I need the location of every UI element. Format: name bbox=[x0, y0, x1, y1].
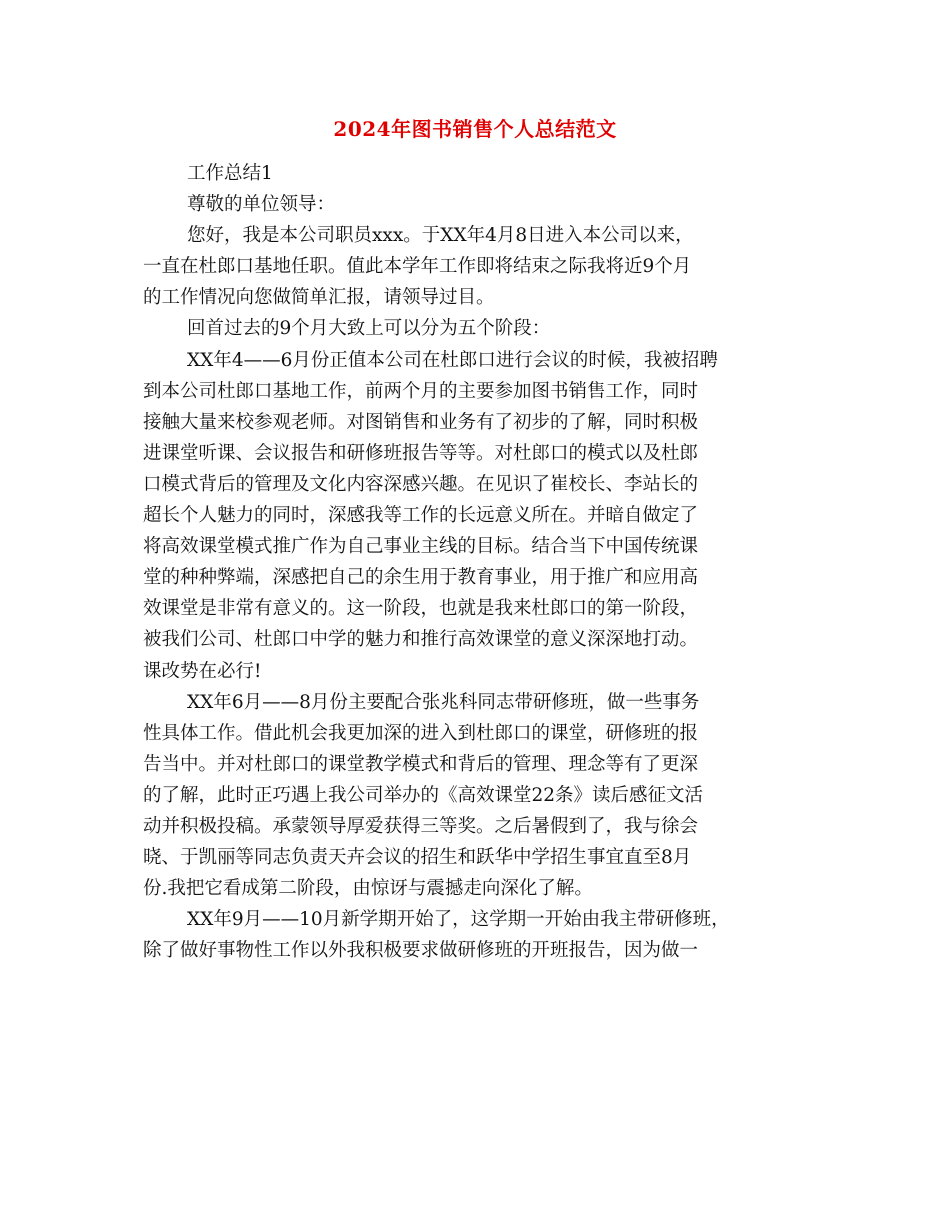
text-line: 进课堂听课、会议报告和研修班报告等等。对杜郎口的模式以及杜郎 bbox=[143, 442, 699, 464]
text-line: 告当中。并对杜郎口的课堂教学模式和背后的管理、理念等有了更深 bbox=[143, 753, 699, 775]
text-line: 口模式背后的管理及文化内容深感兴趣。在见识了崔校长、李站长的 bbox=[143, 473, 699, 495]
text-line: 的工作情况向您做简单汇报，请领导过目。 bbox=[143, 287, 495, 309]
text-line: XX年9月——10月新学期开始了，这学期一开始由我主带研修班， bbox=[187, 909, 730, 931]
text-line: 一直在杜郎口基地任职。值此本学年工作即将结束之际我将近9个月 bbox=[143, 256, 692, 278]
document-body bbox=[143, 158, 811, 966]
text-line: 课改势在必行! bbox=[143, 660, 262, 682]
text-line: 尊敬的单位领导： bbox=[187, 194, 336, 216]
text-line: 晓、于凯丽等同志负责天卉会议的招生和跃华中学招生事宜直至8月 bbox=[143, 847, 692, 869]
text-line: XX年6月——8月份主要配合张兆科同志带研修班，做一些事务 bbox=[187, 691, 700, 713]
text-line: 被我们公司、杜郎口中学的魅力和推行高效课堂的意义深深地打动。 bbox=[143, 629, 699, 651]
text-line: 除了做好事物性工作以外我积极要求做研修班的开班报告，因为做一 bbox=[143, 940, 699, 962]
text-line: 动并积极投稿。承蒙领导厚爱获得三等奖。之后暑假到了，我与徐会 bbox=[143, 815, 699, 837]
text-line: 性具体工作。借此机会我更加深的进入到杜郎口的课堂，研修班的报 bbox=[143, 722, 699, 744]
document-title: 2024年图书销售个人总结范文 bbox=[333, 117, 617, 141]
text-line: 超长个人魅力的同时，深感我等工作的长远意义所在。并暗自做定了 bbox=[143, 505, 699, 527]
text-line: 将高效课堂模式推广作为自己事业主线的目标。结合当下中国传统课 bbox=[143, 536, 699, 558]
text-line: 的了解，此时正巧遇上我公司举办的《高效课堂22条》读后感征文活 bbox=[143, 784, 704, 806]
text-line: 份.我把它看成第二阶段，由惊讶与震撼走向深化了解。 bbox=[143, 878, 593, 900]
text-line: 您好，我是本公司职员xxx。于XX年4月8日进入本公司以来， bbox=[187, 225, 694, 247]
text-line: XX年4——6月份正值本公司在杜郎口进行会议的时候，我被招聘 bbox=[187, 349, 718, 371]
text-line: 到本公司杜郎口基地工作，前两个月的主要参加图书销售工作，同时 bbox=[143, 380, 699, 402]
text-line: 回首过去的9个月大致上可以分为五个阶段： bbox=[187, 318, 551, 340]
text-line: 接触大量来校参观老师。对图销售和业务有了初步的了解，同时积极 bbox=[143, 411, 699, 433]
text-line: 堂的种种弊端，深感把自己的余生用于教育事业，用于推广和应用高 bbox=[143, 567, 699, 589]
text-line: 工作总结1 bbox=[187, 163, 273, 184]
text-line: 效课堂是非常有意义的。这一阶段，也就是我来杜郎口的第一阶段， bbox=[143, 598, 699, 620]
